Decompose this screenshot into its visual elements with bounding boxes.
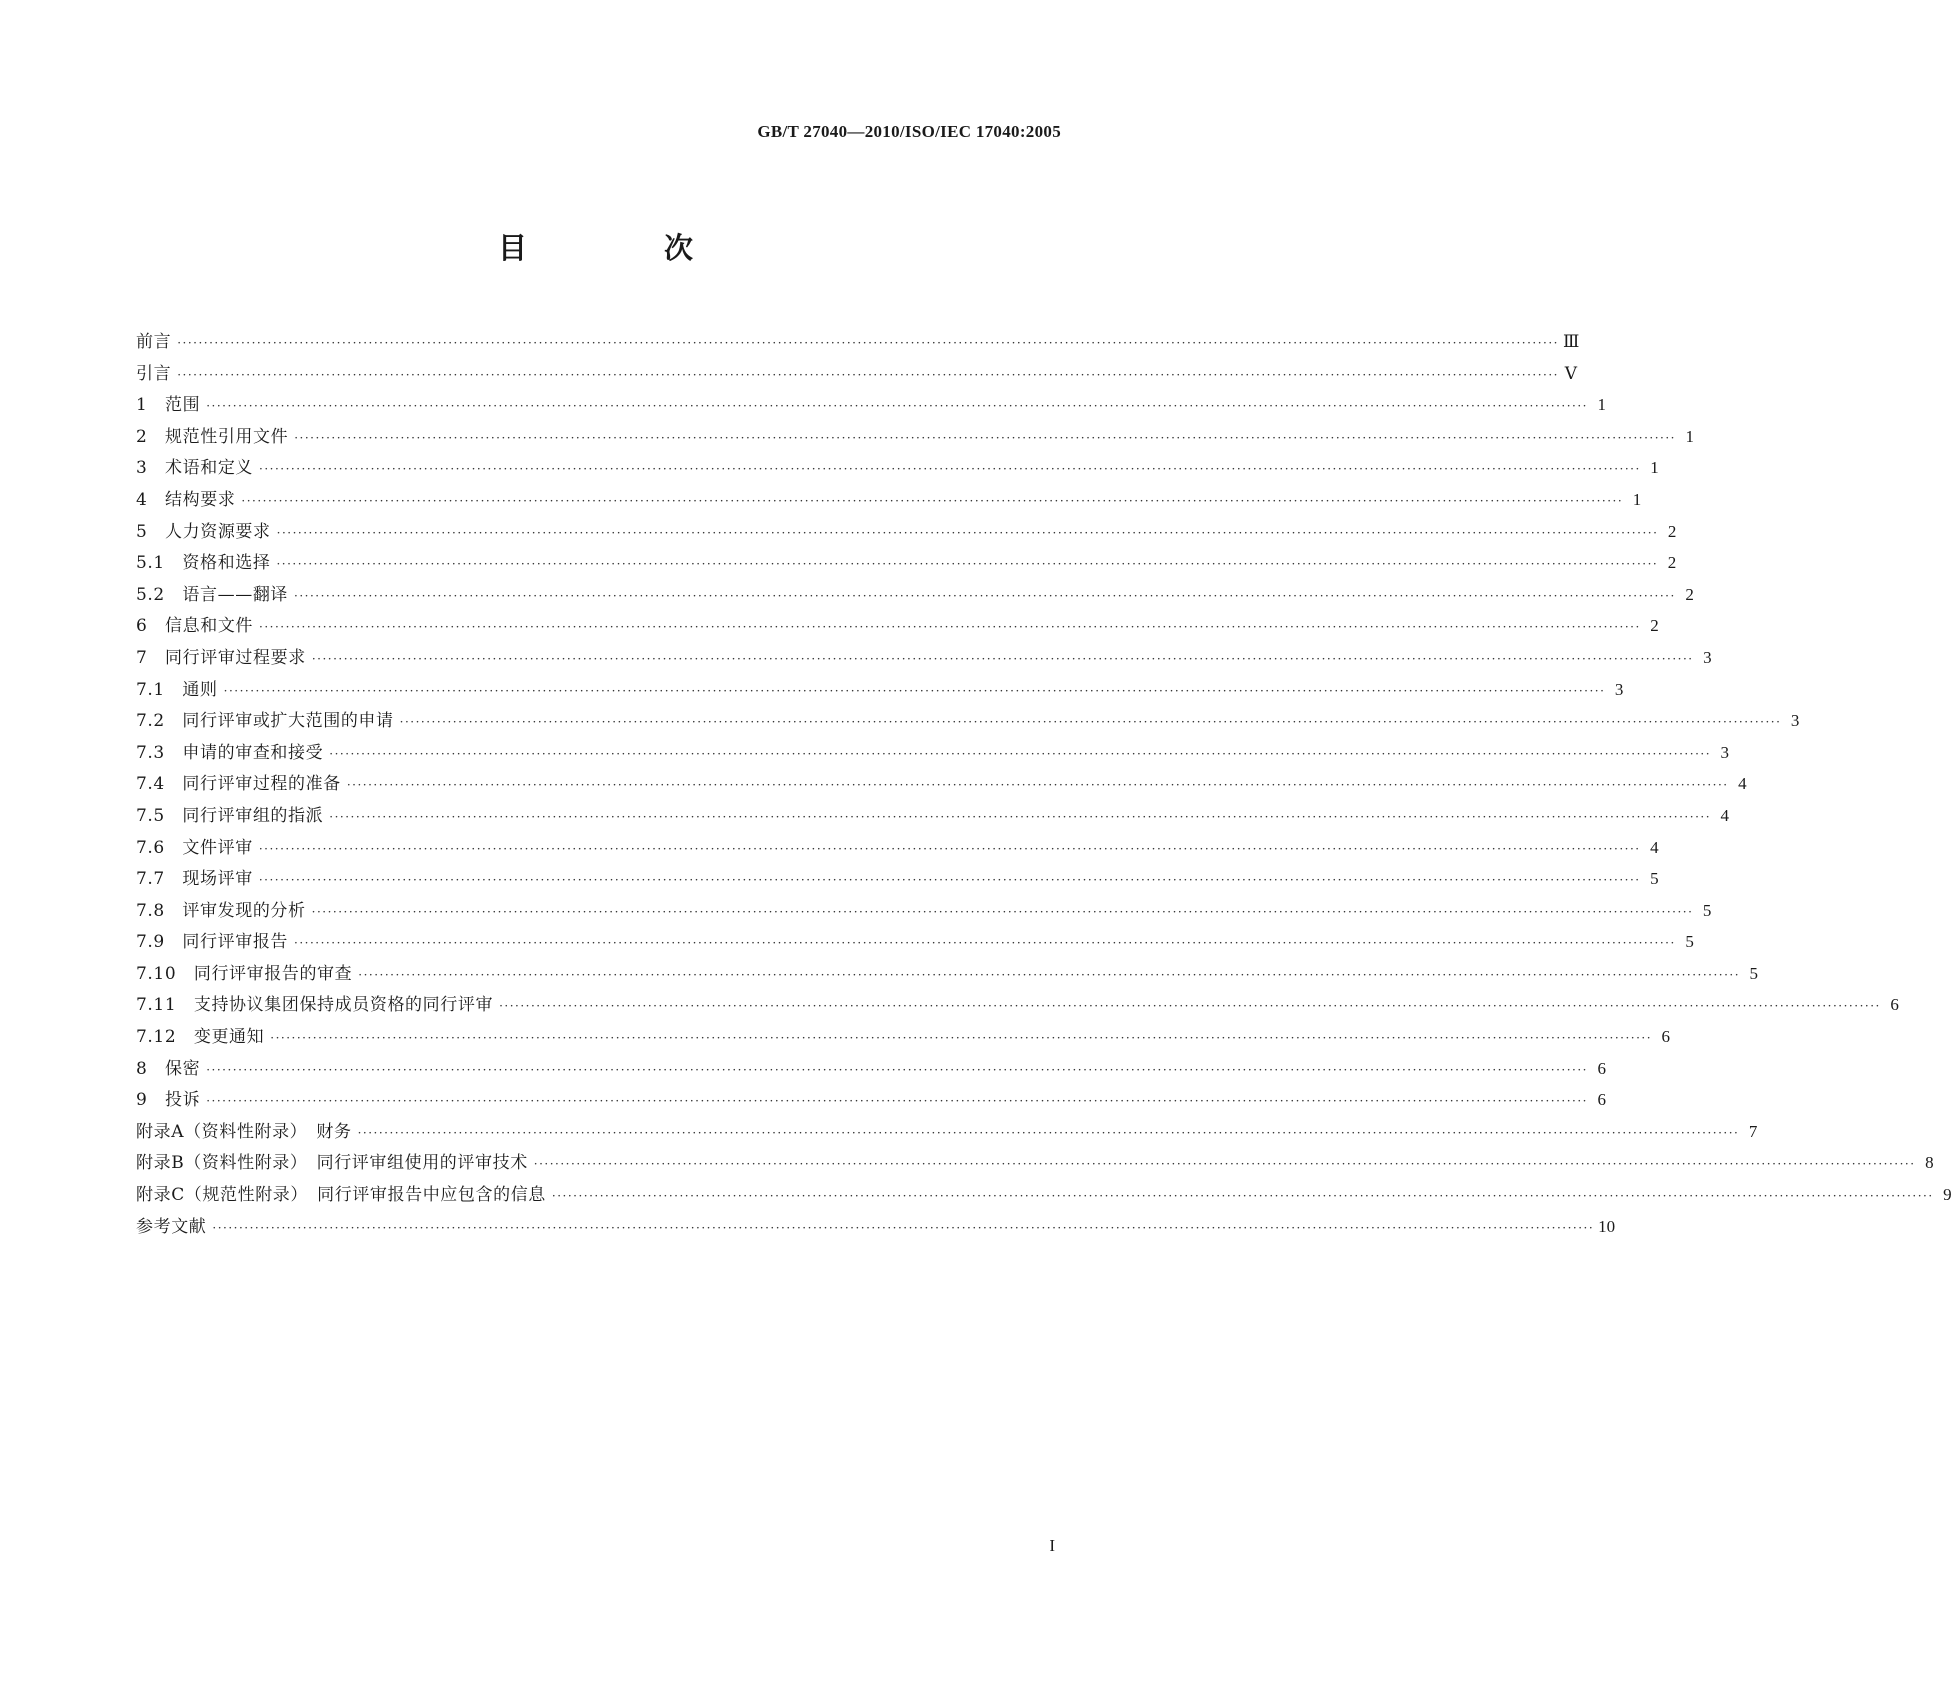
toc-leader-dots: ···································································································································································································································································· — [357, 1125, 1740, 1140]
toc-entry-label: 7.2 同行评审或扩大范围的申请 — [136, 711, 394, 732]
toc-entry-label: 5 人力资源要求 — [136, 521, 271, 542]
toc-entry-page: 3 — [1703, 647, 1712, 667]
toc-leader-dots: ···································································································································································································································································· — [223, 683, 1606, 698]
toc-entry[interactable] — [136, 610, 1659, 642]
toc-entry[interactable] — [136, 863, 1659, 895]
toc-entry-page: 2 — [1685, 584, 1694, 604]
page-title: 目 次 — [497, 231, 747, 265]
toc-entry[interactable] — [136, 1116, 1758, 1148]
toc-entry-page: 4 — [1720, 805, 1730, 825]
toc-entry[interactable] — [136, 421, 1694, 453]
toc-entry-page: 5 — [1702, 900, 1712, 920]
toc-entry[interactable] — [136, 516, 1677, 548]
toc-entry[interactable] — [136, 926, 1694, 958]
toc-leader-dots: ···································································································································································································································································· — [177, 336, 1559, 350]
toc-entry-label: 7.7 现场评审 — [136, 869, 253, 890]
toc-entry-label: 5.2 语言——翻译 — [136, 584, 289, 605]
toc-entry-page: 5 — [1650, 869, 1659, 889]
toc-leader-dots: ···································································································································································································································································· — [276, 557, 1659, 572]
toc-entry-label: 附录A（资料性附录） 财务 — [136, 1121, 352, 1142]
toc-entry-label: 引言 — [136, 363, 172, 384]
toc-entry-page: 3 — [1720, 742, 1730, 762]
toc-entry[interactable] — [136, 674, 1624, 706]
toc-entry-page: 1 — [1685, 426, 1694, 446]
toc-entry[interactable] — [136, 389, 1606, 421]
toc-leader-dots: ···································································································································································································································································· — [329, 746, 1712, 761]
toc-entry[interactable] — [136, 737, 1730, 769]
toc-entry[interactable] — [136, 1084, 1606, 1116]
toc-entry-label: 4 结构要求 — [136, 489, 236, 510]
toc-entry-label: 前言 — [136, 332, 172, 352]
toc-leader-dots: ···································································································································································································································································· — [346, 778, 1729, 793]
page-number: I — [1049, 1536, 1055, 1555]
toc-entry[interactable] — [136, 358, 1577, 390]
toc-entry[interactable] — [136, 326, 1580, 358]
toc-entry-label: 7.4 同行评审过程的准备 — [136, 774, 341, 795]
toc-entry-page: 4 — [1650, 837, 1659, 857]
toc-entry[interactable] — [136, 547, 1677, 579]
toc-entry-label: 1 范围 — [136, 395, 201, 416]
toc-entry-label: 7.5 同行评审组的指派 — [136, 805, 324, 826]
toc-entry-label: 3 术语和定义 — [136, 458, 254, 479]
toc-entry-label: 7.10 同行评审报告的审查 — [136, 963, 353, 984]
toc-entry[interactable] — [136, 642, 1712, 674]
toc-entry[interactable] — [136, 768, 1747, 800]
toc-entry-label: 5.1 资格和选择 — [136, 553, 271, 574]
toc-entry-label: 附录B（资料性附录） 同行评审组使用的评审技术 — [136, 1153, 528, 1174]
toc-entry-page: 6 — [1661, 1027, 1671, 1047]
toc-entry-label: 参考文献 — [136, 1216, 207, 1237]
toc-leader-dots: ···································································································································································································································································· — [551, 1189, 1934, 1204]
toc-leader-dots: ···································································································································································································································································· — [206, 1094, 1588, 1109]
toc-leader-dots: ···································································································································································································································································· — [177, 367, 1559, 382]
toc-entry-label: 6 信息和文件 — [136, 616, 254, 637]
toc-leader-dots: ···································································································································································································································································· — [294, 588, 1676, 603]
toc-leader-dots: ···································································································································································································································································· — [533, 1157, 1916, 1172]
table-of-contents — [136, 326, 1952, 1242]
toc-leader-dots: ···································································································································································································································································· — [499, 999, 1881, 1014]
toc-entry-page: 4 — [1738, 774, 1747, 794]
toc-entry[interactable] — [136, 1179, 1952, 1211]
toc-leader-dots: ···································································································································································································································································· — [311, 904, 1694, 919]
standard-code: GB/T 27040—2010/ISO/IEC 17040:2005 — [757, 122, 1061, 141]
toc-entry-label: 9 投诉 — [136, 1090, 201, 1111]
toc-leader-dots: ···································································································································································································································································· — [358, 967, 1741, 982]
toc-entry-label: 7.1 通则 — [136, 679, 218, 700]
toc-entry-label: 7.11 支持协议集团保持成员资格的同行评审 — [136, 995, 494, 1016]
toc-entry-page: 5 — [1685, 932, 1694, 952]
toc-entry[interactable] — [136, 989, 1899, 1021]
toc-leader-dots: ···································································································································································································································································· — [399, 715, 1782, 730]
toc-entry-label: 7.6 文件评审 — [136, 837, 253, 858]
toc-entry-page: 9 — [1943, 1185, 1952, 1205]
toc-entry-label: 7.3 申请的审查和接受 — [136, 742, 324, 763]
toc-leader-dots: ···································································································································································································································································· — [212, 1220, 1595, 1235]
toc-entry-page: 2 — [1667, 521, 1677, 541]
toc-leader-dots: ···································································································································································································································································· — [206, 399, 1588, 414]
toc-leader-dots: ···································································································································································································································································· — [259, 620, 1641, 635]
toc-entry-page: 1 — [1650, 458, 1659, 478]
toc-entry-label: 7.8 评审发现的分析 — [136, 900, 306, 921]
toc-leader-dots: ···································································································································································································································································· — [259, 462, 1641, 477]
toc-leader-dots: ···································································································································································································································································· — [276, 525, 1659, 540]
toc-leader-dots: ···································································································································································································································································· — [206, 1062, 1588, 1077]
toc-entry[interactable] — [136, 895, 1712, 927]
toc-entry[interactable] — [136, 1021, 1671, 1053]
toc-leader-dots: ···································································································································································································································································· — [294, 430, 1676, 445]
toc-leader-dots: ···································································································································································································································································· — [258, 873, 1641, 888]
toc-entry[interactable] — [136, 484, 1642, 516]
toc-entry-page: 1 — [1597, 395, 1606, 415]
toc-entry[interactable] — [136, 958, 1759, 990]
toc-entry-label: 7 同行评审过程要求 — [136, 647, 306, 668]
toc-entry-page: Ⅲ — [1562, 332, 1580, 351]
toc-entry-page: 5 — [1749, 963, 1759, 983]
toc-entry-page: 10 — [1598, 1216, 1616, 1236]
toc-leader-dots: ···································································································································································································································································· — [311, 651, 1694, 666]
toc-entry-page: 2 — [1650, 616, 1659, 636]
toc-leader-dots: ···································································································································································································································································· — [270, 1031, 1653, 1046]
toc-entry-page: 6 — [1597, 1090, 1606, 1110]
toc-leader-dots: ···································································································································································································································································· — [258, 841, 1641, 856]
toc-entry-page: Ⅴ — [1564, 363, 1577, 383]
toc-entry-page: 3 — [1614, 679, 1624, 699]
toc-entry-page: 7 — [1748, 1121, 1758, 1141]
toc-entry-page: 3 — [1790, 711, 1800, 731]
toc-entry[interactable] — [136, 1053, 1606, 1085]
toc-entry-label: 7.9 同行评审报告 — [136, 932, 289, 953]
toc-entry-page: 8 — [1925, 1153, 1934, 1173]
toc-entry-label: 7.12 变更通知 — [136, 1027, 265, 1048]
toc-entry-label: 附录C（规范性附录） 同行评审报告中应包含的信息 — [136, 1185, 546, 1206]
toc-entry-page: 6 — [1890, 995, 1899, 1015]
toc-entry-page: 2 — [1667, 553, 1677, 573]
toc-entry[interactable] — [136, 452, 1659, 484]
toc-entry[interactable] — [136, 832, 1659, 864]
toc-leader-dots: ···································································································································································································································································· — [329, 809, 1712, 824]
toc-leader-dots: ···································································································································································································································································· — [294, 936, 1676, 951]
toc-entry-label: 8 保密 — [136, 1058, 201, 1079]
toc-leader-dots: ···································································································································································································································································· — [241, 493, 1624, 508]
toc-entry-label: 2 规范性引用文件 — [136, 426, 289, 447]
toc-entry[interactable] — [136, 705, 1800, 737]
toc-entry-page: 1 — [1632, 489, 1642, 509]
toc-entry[interactable] — [136, 579, 1694, 611]
toc-entry[interactable] — [136, 800, 1730, 832]
toc-entry-page: 6 — [1597, 1058, 1606, 1078]
toc-entry[interactable] — [136, 1147, 1934, 1179]
toc-entry[interactable] — [136, 1211, 1616, 1243]
